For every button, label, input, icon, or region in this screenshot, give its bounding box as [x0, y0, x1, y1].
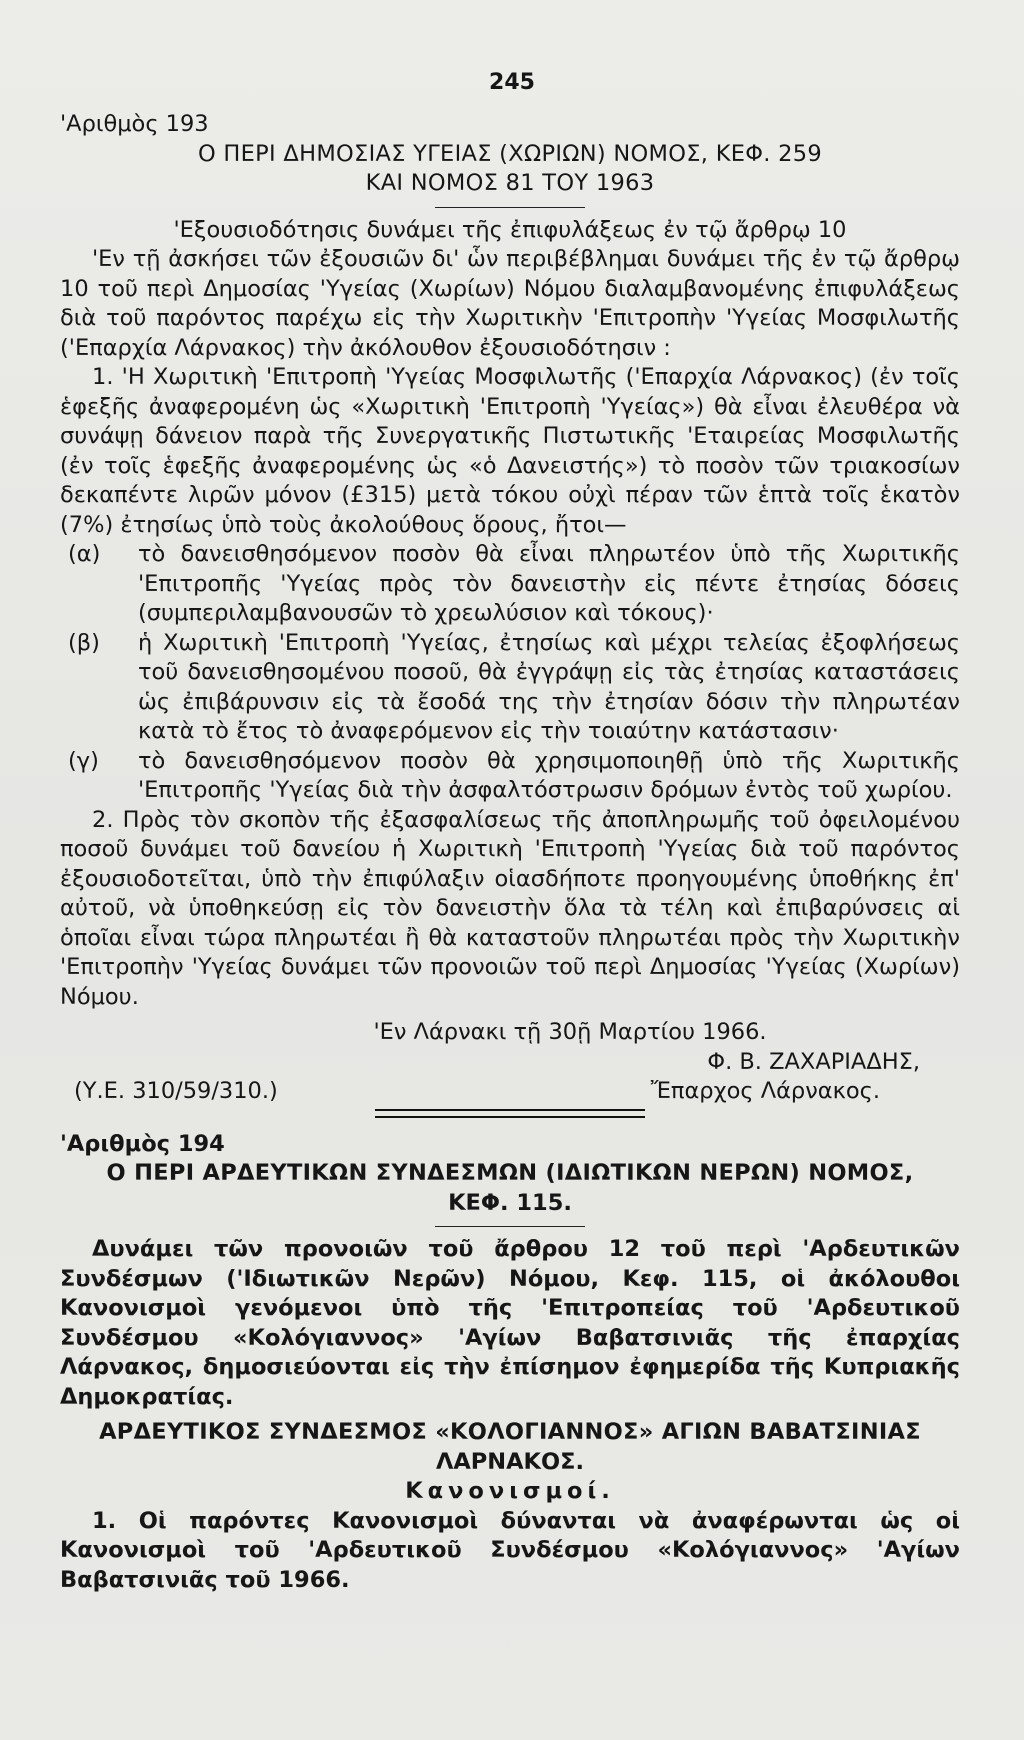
- signature-row: [60, 1077, 960, 1107]
- item-marker: (β): [68, 629, 100, 656]
- law-title: Ο ΠΕΡΙ ΑΡΔΕΥΤΙΚΩΝ ΣΥΝΔΕΣΜΩΝ (ΙΔΙΩΤΙΚΩΝ ΝΕΡΩΝ) ΝΟΜΟΣ,: [106, 1160, 914, 1186]
- law-title-continued: ΚΑΙ ΝΟΜΟΣ 81 ΤΟΥ 1963: [365, 170, 655, 196]
- double-divider: [375, 1109, 645, 1118]
- page-number: 245: [489, 70, 535, 95]
- condition-c: [60, 747, 960, 806]
- signer-title: Ἔπαρχος Λάρνακος.: [650, 1078, 880, 1104]
- divider: [435, 207, 585, 208]
- notice-number: 'Αριθμὸς 193: [60, 111, 209, 137]
- page-content: [60, 110, 960, 1595]
- reference-number: (Υ.Ε. 310/59/310.): [74, 1078, 278, 1104]
- item-text: τὸ δανεισθησόμενον ποσὸν θὰ εἶναι πληρωτέον ὑπὸ τῆς Χωριτικῆς 'Επιτροπῆς 'Υγείας πρὸς τὸν δανειστὴν εἰς πέντε ἐτησίας δόσεις (συμπεριλαμβανουσῶν τὸ χρεωλύσιον καὶ τόκους)·: [138, 541, 960, 626]
- item-marker: (γ): [68, 747, 99, 774]
- paragraph-2: 2. Πρὸς τὸν σκοπὸν τῆς ἐξασφαλίσεως τῆς ἀποπληρωμῆς τοῦ ὀφειλομένου ποσοῦ δυνάμει τοῦ δανείου ἡ Χωριτικὴ 'Επιτροπὴ 'Υγείας διὰ τοῦ παρόντος ἐξουσιοδοτεῖται, ὑπὸ τὴν ἐπιφύλαξιν οἱασδήποτε προηγουμένης ὑποθήκης ἐπ' αὐτοῦ, νὰ ὑποθηκεύσῃ εἰς τὸν δανειστὴν ὅλα τὰ τέλη καὶ ἐπιβαρύνσεις αἱ ὁποῖαι εἶναι τώρα πληρωτέαι ἢ θὰ καταστοῦν πληρωτέαι πρὸς τὴν Χωριτικὴν 'Επιτροπὴν 'Υγείας δυνάμει τῶν προνοιῶν τοῦ περὶ Δημοσίας 'Υγείας (Χωρίων) Νόμου.: [60, 806, 960, 1010]
- condition-a: [60, 540, 960, 629]
- notice-194: [60, 1130, 960, 1596]
- intro-paragraph: 'Εν τῇ ἀσκήσει τῶν ἐξουσιῶν δι' ὧν περιβέβλημαι δυνάμει τῆς ἐν τῷ ἄρθρῳ 10 τοῦ περὶ Δημοσίας 'Υγείας (Χωρίων) Νόμου διαλαμβανομένης ἐπιφυλάξεως διὰ τοῦ παρόντος παρέχω εἰς τὴν Χωριτικὴν 'Επιτροπὴν 'Υγείας Μοσφιλωτῆς ('Επαρχία Λάρνακος) τὴν ἀκόλουθον ἐξουσιοδότησιν :: [60, 246, 960, 361]
- notice-number: 'Αριθμὸς 194: [60, 1130, 225, 1157]
- condition-b: [60, 629, 960, 747]
- law-title-continued: ΚΕΦ. 115.: [448, 1189, 572, 1216]
- item-text: ἡ Χωριτικὴ 'Επιτροπὴ 'Υγείας, ἐτησίως καὶ μέχρι τελείας ἐξοφλήσεως τοῦ δανεισθησομένου ποσοῦ, θὰ ἐγγράψῃ εἰς τὰς ἐτησίας καταστάσεις ὡς ἐπιβάρυνσιν εἰς τὰ ἔσοδά της τὴν ἐτησίαν δόσιν τὴν πληρωτέαν κατὰ τὸ ἔτος τὸ ἀναφερόμενον εἰς τὴν τοιαύτην κατάστασιν·: [138, 629, 960, 744]
- association-title: ΑΡΔΕΥΤΙΚΟΣ ΣΥΝΔΕΣΜΟΣ «ΚΟΛΟΓΙΑΝΝΟΣ» ΑΓΙΩΝ ΒΑΒΑΤΣΙΝΙΑΣ: [99, 1419, 921, 1445]
- law-title: Ο ΠΕΡΙ ΔΗΜΟΣΙΑΣ ΥΓΕΙΑΣ (ΧΩΡΙΩΝ) ΝΟΜΟΣ, ΚΕΦ. 259: [197, 140, 823, 167]
- notice-193: [60, 110, 960, 1118]
- divider: [435, 1226, 585, 1227]
- signer-name: Φ. Β. ΖΑΧΑΡΙΑΔΗΣ,: [707, 1048, 920, 1075]
- paragraph-1: 1. 'Η Χωριτικὴ 'Επιτροπὴ 'Υγείας Μοσφιλωτῆς ('Επαρχία Λάρνακος) (ἐν τοῖς ἑφεξῆς ἀναφερομένη ὡς «Χωριτικὴ 'Επιτροπὴ 'Υγείας») θὰ εἶναι ἐλευθέρα νὰ συνάψῃ δάνειον παρὰ τῆς Συνεργατικῆς Πιστωτικῆς 'Εταιρείας Μοσφιλωτῆς (ἐν τοῖς ἑφεξῆς ἀναφερομένης ὡς «ὁ Δανειστής») τὸ ποσὸν τῶν τριακοσίων δεκαπέντε λιρῶν μόνον (£315) μετὰ τόκου οὐχὶ πέραν τῶν ἑπτὰ τοῖς ἑκατὸν (7%) ἐτησίως ὑπὸ τοὺς ἀκολούθους ὅρους, ἤτοι—: [60, 364, 960, 538]
- association-title-continued: ΛΑΡΝΑΚΟΣ.: [435, 1448, 585, 1475]
- item-marker: (α): [68, 541, 101, 567]
- item-text: τὸ δανεισθησόμενον ποσὸν θὰ χρησιμοποιηθῇ ὑπὸ τῆς Χωριτικῆς 'Επιτροπῆς 'Υγείας διὰ τὴν ἀσφαλτόστρωσιν δρόμων ἐντὸς τοῦ χωρίου.: [138, 747, 960, 803]
- preamble: Δυνάμει τῶν προνοιῶν τοῦ ἄρθρου 12 τοῦ περὶ 'Αρδευτικῶν Συνδέσμων ('Ιδιωτικῶν Νερῶν) Νόμου, Κεφ. 115, οἱ ἀκόλουθοι Κανονισμοὶ γενόμενοι ὑπὸ τῆς 'Επιτροπείας τοῦ 'Αρδευτικοῦ Συνδέσμου «Κολόγιαννος» 'Αγίων Βαβατσινιᾶς τῆς ἐπαρχίας Λάρνακος, δημοσιεύονται εἰς τὴν ἐπίσημον ἐφημερίδα τῆς Κυπριακῆς Δημοκρατίας.: [60, 1236, 960, 1410]
- section-heading: 'Εξουσιοδότησις δυνάμει τῆς ἐπιφυλάξεως ἐν τῷ ἄρθρῳ 10: [173, 216, 847, 243]
- regulations-heading: Κανονισμοί.: [405, 1478, 615, 1504]
- date-place: 'Εν Λάρνακι τῇ 30ῇ Μαρτίου 1966.: [373, 1019, 767, 1045]
- regulation-1: 1. Οἱ παρόντες Κανονισμοὶ δύνανται νὰ ἀναφέρωνται ὡς οἱ Κανονισμοὶ τοῦ 'Αρδευτικοῦ Συνδέσμου «Κολόγιαννος» 'Αγίων Βαβατσινιᾶς τοῦ 1966.: [60, 1507, 960, 1593]
